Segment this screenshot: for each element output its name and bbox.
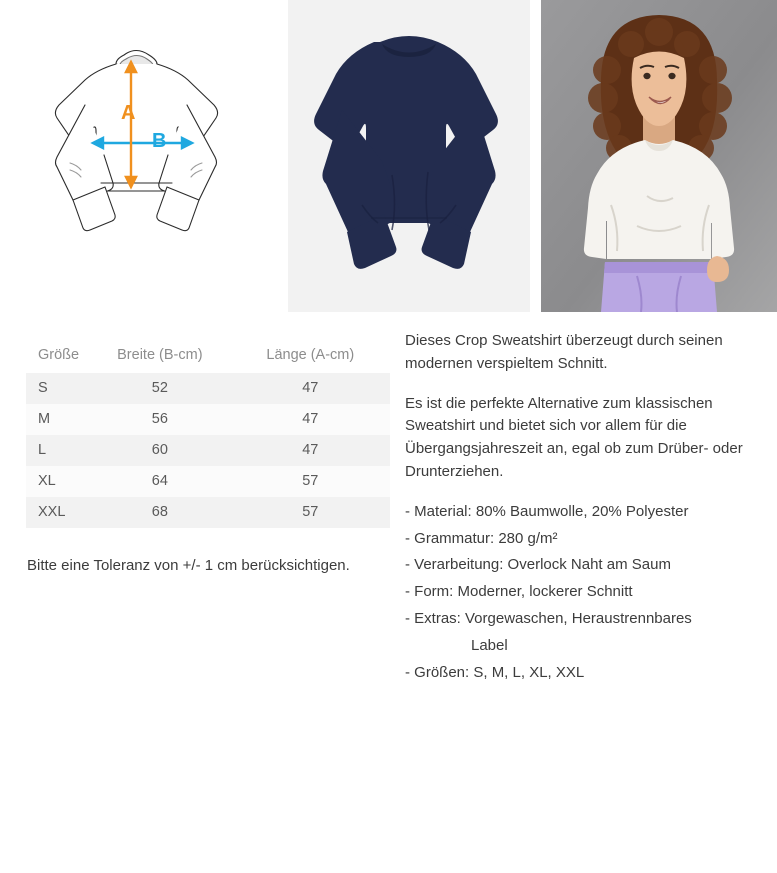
cell-length: 47 — [302, 411, 319, 427]
spec-extras-continued — [405, 635, 765, 658]
cell-width: 64 — [151, 473, 168, 489]
table-row — [26, 435, 390, 466]
table-header-width: Breite (B-cm) — [89, 338, 229, 373]
tolerance-note: Bitte eine Toleranz von +/- 1 cm berücksichtigen. — [27, 557, 350, 574]
cell-length: 47 — [302, 380, 319, 396]
table-header-length: Länge (A-cm) — [229, 338, 390, 373]
description-paragraph-1: Dieses Crop Sweatshirt überzeugt durch seinen modernen verspieltem Schnitt. — [405, 332, 723, 372]
table-row — [26, 497, 390, 528]
cell-length: 57 — [302, 473, 319, 489]
cell-width: 56 — [151, 411, 168, 427]
product-photo-panel — [288, 0, 530, 312]
spec-form: - Form: Moderner, lockerer Schnitt — [405, 583, 633, 601]
product-photo — [288, 0, 530, 312]
table-row — [26, 404, 390, 435]
spec-extras-label: Label — [471, 636, 508, 654]
spec-weight: - Grammatur: 280 g/m² — [405, 529, 558, 547]
cell-size: S — [38, 380, 48, 396]
cell-width: 52 — [151, 380, 168, 396]
table-header-row — [26, 338, 390, 373]
cell-length: 47 — [302, 442, 319, 458]
table-header-size: Größe — [26, 338, 89, 373]
cell-size: L — [38, 442, 47, 458]
description-paragraph-2: Es ist die perfekte Alternative zum klassischen Sweatshirt und bietet sich vor allem für die Übergangsjahreszeit an, egal ob zum Drüber- oder Drunterziehen. — [405, 394, 743, 480]
spec-processing: - Verarbeitung: Overlock Naht am Saum — [405, 556, 671, 574]
measure-a-label: A — [121, 102, 136, 124]
technical-drawing-illustration — [0, 0, 272, 312]
cell-width: 60 — [151, 442, 168, 458]
cell-size: XXL — [38, 504, 66, 520]
spec-sizes: - Größen: S, M, L, XL, XXL — [405, 663, 585, 681]
table-row — [26, 466, 390, 497]
spec-extras: - Extras: Vorgewaschen, Heraustrennbares — [405, 609, 692, 627]
model-photo — [541, 0, 777, 312]
product-image-row — [0, 0, 777, 312]
technical-drawing-panel — [0, 0, 272, 312]
model-photo-panel — [541, 0, 777, 312]
cell-size: XL — [38, 473, 56, 489]
cell-length: 57 — [302, 504, 319, 520]
spec-material: - Material: 80% Baumwolle, 20% Polyester — [405, 502, 689, 520]
measure-b-label: B — [152, 130, 167, 152]
cell-width: 68 — [151, 504, 168, 520]
table-row — [26, 373, 390, 404]
size-table — [26, 338, 390, 528]
cell-size: M — [38, 411, 51, 427]
spec-list — [405, 501, 765, 685]
product-description — [405, 330, 765, 688]
